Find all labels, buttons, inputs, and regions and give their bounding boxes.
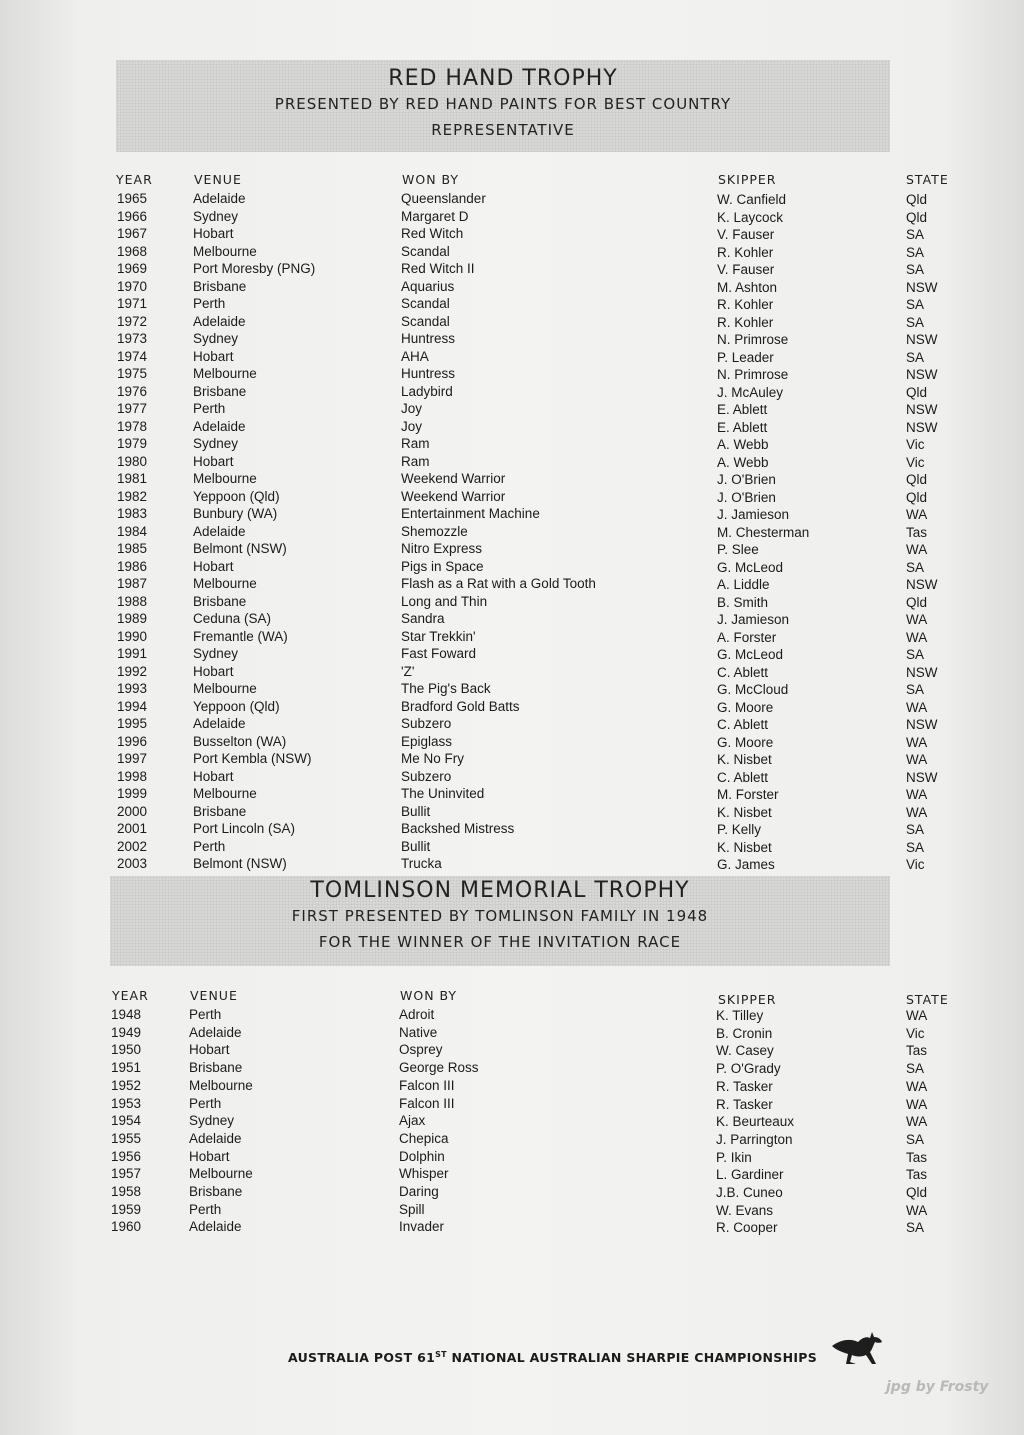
- cell-won-by: Margaret D: [401, 208, 469, 224]
- column-header-won-by: WON BY: [400, 988, 458, 1003]
- cell-won-by: 'Z': [401, 663, 415, 679]
- cell-year: 1981: [117, 471, 148, 486]
- cell-won-by: Falcon III: [399, 1095, 455, 1111]
- column-header-skipper: SKIPPER: [718, 172, 777, 187]
- cell-venue: Brisbane: [193, 278, 247, 294]
- cell-skipper: E. Ablett: [717, 402, 768, 417]
- cell-venue: Bunbury (WA): [193, 506, 278, 521]
- cell-year: 1976: [117, 383, 148, 399]
- cell-skipper: M. Ashton: [717, 279, 778, 295]
- cell-state: SA: [906, 839, 925, 855]
- cell-venue: Brisbane: [189, 1060, 243, 1076]
- red-hand-subtitle-line2: REPRESENTATIVE: [431, 121, 575, 139]
- cell-won-by: Adroit: [399, 1007, 435, 1022]
- cell-state: Qld: [906, 489, 928, 505]
- cell-skipper: V. Fauser: [717, 227, 775, 242]
- cell-venue: Fremantle (WA): [193, 628, 288, 644]
- cell-state: Vic: [906, 857, 925, 872]
- cell-venue: Sydney: [193, 208, 239, 224]
- column-header-state: STATE: [906, 992, 949, 1007]
- cell-skipper: G. Moore: [717, 699, 774, 715]
- cell-state: Tas: [906, 524, 928, 540]
- cell-year: 1993: [117, 681, 148, 696]
- cell-skipper: J. Jamieson: [717, 612, 790, 627]
- cell-venue: Sydney: [189, 1113, 235, 1129]
- cell-skipper: V. Fauser: [717, 262, 775, 277]
- cell-venue: Sydney: [193, 331, 239, 346]
- cell-skipper: R. Kohler: [717, 314, 774, 330]
- cell-venue: Ceduna (SA): [193, 611, 272, 626]
- cell-skipper: C. Ablett: [717, 769, 769, 785]
- cell-state: Qld: [906, 472, 928, 487]
- cell-state: SA: [906, 822, 925, 837]
- cell-state: SA: [906, 647, 925, 662]
- cell-state: Qld: [906, 209, 928, 225]
- column-header-year: YEAR: [112, 988, 149, 1003]
- cell-skipper: P. Slee: [717, 542, 759, 557]
- cell-venue: Belmont (NSW): [193, 541, 287, 556]
- cell-won-by: Sandra: [401, 611, 445, 626]
- cell-won-by: Epiglass: [401, 733, 453, 749]
- cell-won-by: Whisper: [399, 1166, 449, 1182]
- cell-venue: Brisbane: [193, 803, 247, 819]
- cell-won-by: Daring: [399, 1184, 439, 1199]
- cell-venue: Hobart: [189, 1042, 230, 1058]
- cell-venue: Melbourne: [189, 1077, 253, 1093]
- cell-won-by: Nitro Express: [401, 541, 483, 556]
- cell-skipper: K. Tilley: [716, 1008, 764, 1023]
- cell-year: 1990: [117, 628, 148, 644]
- cell-won-by: Ram: [401, 436, 430, 451]
- cell-won-by: The Pig's Back: [401, 681, 491, 696]
- cell-year: 1948: [111, 1007, 142, 1022]
- cell-won-by: Osprey: [399, 1042, 443, 1058]
- cell-won-by: Bradford Gold Batts: [401, 698, 520, 714]
- cell-skipper: K. Beurteaux: [716, 1114, 795, 1130]
- cell-state: NSW: [906, 769, 938, 785]
- cell-skipper: G. Moore: [717, 734, 774, 750]
- cell-won-by: Falcon III: [399, 1077, 455, 1093]
- cell-year: 1959: [111, 1201, 142, 1217]
- red-hand-trophy-banner: [116, 60, 890, 152]
- cell-venue: Melbourne: [193, 243, 257, 259]
- cell-venue: Adelaide: [189, 1219, 242, 1235]
- column-header-year: YEAR: [116, 172, 153, 187]
- cell-year: 1969: [117, 261, 148, 276]
- cell-skipper: P. Ikin: [716, 1149, 752, 1165]
- cell-won-by: Red Witch II: [401, 261, 475, 276]
- cell-won-by: Subzero: [401, 716, 452, 731]
- cell-year: 1992: [117, 663, 148, 679]
- footer-text-end: NATIONAL AUSTRALIAN SHARPIE CHAMPIONSHIPS: [446, 1350, 818, 1366]
- cell-won-by: Bullit: [401, 838, 431, 854]
- cell-year: 1977: [117, 401, 148, 416]
- cell-venue: Port Lincoln (SA): [193, 821, 296, 836]
- cell-venue: Adelaide: [193, 523, 246, 539]
- cell-state: WA: [906, 804, 928, 820]
- cell-skipper: P. Kelly: [717, 822, 762, 837]
- cell-venue: Busselton (WA): [193, 733, 287, 749]
- cell-state: Qld: [906, 1185, 928, 1200]
- cell-won-by: Chepica: [399, 1130, 449, 1146]
- cell-year: 1957: [111, 1166, 142, 1182]
- cell-state: NSW: [906, 717, 938, 732]
- cell-skipper: J. McAuley: [717, 384, 784, 400]
- cell-year: 1971: [117, 296, 148, 311]
- cell-year: 1966: [117, 208, 148, 224]
- cell-won-by: Joy: [401, 418, 423, 434]
- cell-skipper: R. Cooper: [716, 1220, 778, 1236]
- cell-year: 1986: [117, 558, 148, 574]
- cell-year: 1973: [117, 331, 148, 346]
- cell-skipper: K. Nisbet: [717, 804, 772, 820]
- cell-venue: Hobart: [193, 226, 234, 241]
- cell-venue: Adelaide: [193, 716, 246, 731]
- cell-venue: Sydney: [193, 436, 239, 451]
- cell-state: WA: [906, 507, 928, 522]
- cell-skipper: M. Chesterman: [717, 524, 810, 540]
- cell-skipper: J. Parrington: [716, 1131, 793, 1147]
- cell-skipper: J. O'Brien: [717, 472, 776, 487]
- cell-skipper: L. Gardiner: [716, 1167, 784, 1183]
- cell-skipper: J.B. Cuneo: [716, 1185, 783, 1200]
- cell-state: SA: [906, 262, 925, 277]
- cell-venue: Hobart: [193, 348, 234, 364]
- cell-venue: Yeppoon (Qld): [193, 488, 280, 504]
- kangaroo-icon: [826, 1328, 888, 1368]
- cell-skipper: J. O'Brien: [717, 489, 776, 505]
- cell-won-by: Me No Fry: [401, 751, 465, 766]
- cell-won-by: Ladybird: [401, 383, 453, 399]
- cell-state: SA: [906, 1220, 925, 1236]
- cell-year: 1956: [111, 1148, 142, 1164]
- cell-skipper: P. Leader: [717, 349, 774, 365]
- footer-text-start: AUSTRALIA POST 61: [288, 1350, 436, 1366]
- cell-year: 1980: [117, 453, 148, 469]
- cell-year: 1965: [117, 191, 148, 206]
- cell-venue: Hobart: [193, 768, 234, 784]
- cell-state: WA: [906, 542, 928, 557]
- cell-venue: Perth: [193, 296, 226, 311]
- cell-state: WA: [906, 1114, 928, 1130]
- cell-won-by: AHA: [401, 348, 429, 364]
- cell-venue: Perth: [189, 1007, 222, 1022]
- cell-venue: Adelaide: [193, 313, 246, 329]
- cell-state: WA: [906, 752, 928, 767]
- cell-state: WA: [906, 629, 928, 645]
- cell-state: Tas: [906, 1167, 928, 1183]
- cell-skipper: G. McLeod: [717, 559, 784, 575]
- red-hand-subtitle-line1: PRESENTED BY RED HAND PAINTS FOR BEST COUNTRY: [274, 95, 732, 113]
- cell-won-by: Joy: [401, 401, 423, 416]
- cell-venue: Perth: [189, 1201, 222, 1217]
- cell-year: 1978: [117, 418, 148, 434]
- cell-skipper: N. Primrose: [717, 367, 789, 382]
- cell-year: 1974: [117, 348, 148, 364]
- cell-won-by: The Uninvited: [401, 786, 485, 801]
- cell-won-by: Scandal: [401, 296, 450, 311]
- cell-venue: Yeppoon (Qld): [193, 698, 280, 714]
- cell-year: 1988: [117, 593, 148, 609]
- cell-state: WA: [906, 787, 928, 802]
- cell-state: SA: [906, 244, 925, 260]
- cell-skipper: R. Kohler: [717, 297, 774, 312]
- cell-year: 1949: [111, 1024, 142, 1040]
- cell-year: 1982: [117, 488, 148, 504]
- cell-won-by: Dolphin: [399, 1148, 445, 1164]
- cell-venue: Melbourne: [193, 576, 257, 591]
- column-header-venue: VENUE: [194, 172, 242, 187]
- cell-venue: Melbourne: [189, 1166, 253, 1182]
- cell-state: NSW: [906, 332, 938, 347]
- cell-year: 1953: [111, 1095, 142, 1111]
- championship-footer: [288, 1350, 817, 1365]
- cell-year: 1989: [117, 611, 148, 626]
- cell-venue: Hobart: [193, 558, 234, 574]
- cell-venue: Hobart: [193, 453, 234, 469]
- cell-venue: Melbourne: [193, 471, 257, 486]
- cell-year: 1979: [117, 436, 148, 451]
- cell-year: 1994: [117, 698, 148, 714]
- cell-skipper: C. Ablett: [717, 717, 769, 732]
- cell-venue: Sydney: [193, 646, 239, 661]
- cell-won-by: Queenslander: [401, 191, 486, 206]
- cell-skipper: A. Webb: [717, 454, 769, 470]
- column-header-venue: VENUE: [190, 988, 238, 1003]
- cell-state: Qld: [906, 594, 928, 610]
- cell-state: NSW: [906, 577, 938, 592]
- tomlinson-subtitle-line1: FIRST PRESENTED BY TOMLINSON FAMILY IN 1948: [291, 907, 709, 925]
- cell-won-by: Scandal: [401, 243, 450, 259]
- tomlinson-subtitle-line2: FOR THE WINNER OF THE INVITATION RACE: [318, 933, 682, 951]
- cell-state: WA: [906, 699, 928, 715]
- cell-state: SA: [906, 682, 925, 697]
- cell-skipper: W. Casey: [716, 1043, 774, 1059]
- cell-skipper: A. Liddle: [717, 577, 770, 592]
- cell-venue: Hobart: [193, 663, 234, 679]
- cell-venue: Brisbane: [189, 1184, 243, 1199]
- cell-won-by: Weekend Warrior: [401, 471, 506, 486]
- cell-skipper: M. Forster: [717, 787, 779, 802]
- cell-skipper: G. James: [717, 857, 775, 872]
- cell-skipper: W. Canfield: [717, 192, 787, 207]
- cell-won-by: Ram: [401, 453, 430, 469]
- cell-state: WA: [906, 1078, 928, 1094]
- cell-year: 1970: [117, 278, 148, 294]
- cell-year: 1995: [117, 716, 148, 731]
- cell-state: SA: [906, 1131, 925, 1147]
- cell-state: Vic: [906, 454, 925, 470]
- cell-skipper: G. McCloud: [717, 682, 789, 697]
- cell-venue: Melbourne: [193, 366, 257, 381]
- cell-venue: Adelaide: [189, 1130, 242, 1146]
- cell-state: SA: [906, 227, 925, 242]
- cell-state: WA: [906, 1202, 928, 1218]
- cell-state: SA: [906, 1061, 925, 1077]
- cell-skipper: W. Evans: [716, 1202, 774, 1218]
- cell-skipper: K. Nisbet: [717, 752, 772, 767]
- cell-skipper: E. Ablett: [717, 419, 768, 435]
- cell-state: NSW: [906, 279, 938, 295]
- cell-skipper: K. Nisbet: [717, 839, 772, 855]
- cell-venue: Hobart: [189, 1148, 230, 1164]
- cell-won-by: Huntress: [401, 331, 456, 346]
- tomlinson-trophy-banner: [110, 876, 890, 966]
- cell-won-by: Shemozzle: [401, 523, 468, 539]
- cell-year: 1985: [117, 541, 148, 556]
- photo-credit: jpg by Frosty: [886, 1379, 989, 1395]
- cell-year: 2000: [117, 803, 148, 819]
- cell-state: SA: [906, 349, 925, 365]
- cell-year: 1958: [111, 1184, 142, 1199]
- column-header-state: STATE: [906, 172, 949, 187]
- cell-state: NSW: [906, 367, 938, 382]
- cell-skipper: G. McLeod: [717, 647, 784, 662]
- cell-won-by: Bullit: [401, 803, 431, 819]
- cell-year: 1983: [117, 506, 148, 521]
- cell-skipper: J. Jamieson: [717, 507, 790, 522]
- cell-state: WA: [906, 612, 928, 627]
- cell-year: 1960: [111, 1219, 142, 1235]
- cell-venue: Melbourne: [193, 786, 257, 801]
- cell-won-by: Invader: [399, 1219, 445, 1235]
- cell-year: 2003: [117, 856, 148, 871]
- cell-venue: Brisbane: [193, 383, 247, 399]
- cell-venue: Adelaide: [189, 1024, 242, 1040]
- cell-state: Qld: [906, 192, 928, 207]
- cell-state: NSW: [906, 664, 938, 680]
- cell-state: NSW: [906, 419, 938, 435]
- cell-won-by: Flash as a Rat with a Gold Tooth: [401, 576, 596, 591]
- cell-venue: Port Kembla (NSW): [193, 751, 312, 766]
- cell-skipper: R. Tasker: [716, 1078, 773, 1094]
- cell-state: NSW: [906, 402, 938, 417]
- cell-won-by: Long and Thin: [401, 593, 488, 609]
- cell-state: SA: [906, 297, 925, 312]
- cell-skipper: C. Ablett: [717, 664, 769, 680]
- cell-year: 1975: [117, 366, 148, 381]
- cell-year: 1998: [117, 768, 148, 784]
- cell-skipper: N. Primrose: [717, 332, 789, 347]
- cell-venue: Belmont (NSW): [193, 856, 287, 871]
- cell-venue: Adelaide: [193, 191, 246, 206]
- cell-skipper: A. Webb: [717, 437, 769, 452]
- cell-year: 1987: [117, 576, 148, 591]
- cell-won-by: George Ross: [399, 1060, 479, 1076]
- cell-year: 1999: [117, 786, 148, 801]
- cell-skipper: P. O'Grady: [716, 1061, 781, 1077]
- cell-year: 1991: [117, 646, 148, 661]
- cell-venue: Melbourne: [193, 681, 257, 696]
- cell-state: Qld: [906, 384, 928, 400]
- cell-state: WA: [906, 1008, 928, 1023]
- cell-year: 1967: [117, 226, 148, 241]
- cell-skipper: B. Cronin: [716, 1025, 773, 1041]
- column-header-won-by: WON BY: [402, 172, 460, 187]
- cell-year: 1984: [117, 523, 148, 539]
- cell-won-by: Ajax: [399, 1113, 426, 1129]
- red-hand-trophy-title: RED HAND TROPHY: [388, 66, 618, 91]
- cell-year: 1972: [117, 313, 148, 329]
- cell-skipper: B. Smith: [717, 594, 769, 610]
- cell-won-by: Huntress: [401, 366, 456, 381]
- cell-state: Tas: [906, 1043, 928, 1059]
- cell-year: 1955: [111, 1130, 142, 1146]
- cell-year: 1950: [111, 1042, 142, 1058]
- column-header-skipper: SKIPPER: [718, 992, 777, 1007]
- cell-year: 1951: [111, 1060, 142, 1076]
- cell-year: 1968: [117, 243, 148, 259]
- cell-year: 1954: [111, 1113, 142, 1129]
- cell-won-by: Aquarius: [401, 278, 455, 294]
- cell-year: 1997: [117, 751, 148, 766]
- cell-state: Tas: [906, 1149, 928, 1165]
- cell-won-by: Spill: [399, 1201, 425, 1217]
- cell-venue: Brisbane: [193, 593, 247, 609]
- cell-venue: Port Moresby (PNG): [193, 261, 316, 276]
- cell-year: 2002: [117, 838, 148, 854]
- cell-won-by: Pigs in Space: [401, 558, 484, 574]
- cell-won-by: Scandal: [401, 313, 450, 329]
- cell-state: Vic: [906, 1025, 925, 1041]
- cell-state: SA: [906, 559, 925, 575]
- cell-won-by: Backshed Mistress: [401, 821, 515, 836]
- cell-venue: Perth: [193, 838, 226, 854]
- cell-skipper: R. Tasker: [716, 1096, 773, 1112]
- cell-venue: Perth: [193, 401, 226, 416]
- cell-won-by: Entertainment Machine: [401, 506, 540, 521]
- cell-year: 2001: [117, 821, 148, 836]
- cell-state: WA: [906, 1096, 928, 1112]
- cell-won-by: Fast Foward: [401, 646, 477, 661]
- cell-state: SA: [906, 314, 925, 330]
- cell-won-by: Red Witch: [401, 226, 464, 241]
- cell-venue: Adelaide: [193, 418, 246, 434]
- footer-ordinal: ST: [435, 1350, 447, 1359]
- cell-won-by: Subzero: [401, 768, 452, 784]
- cell-state: Vic: [906, 437, 925, 452]
- cell-won-by: Trucka: [401, 856, 442, 871]
- cell-state: WA: [906, 734, 928, 750]
- cell-skipper: A. Forster: [717, 629, 777, 645]
- cell-venue: Perth: [189, 1095, 222, 1111]
- cell-won-by: Star Trekkin': [401, 628, 476, 644]
- cell-skipper: K. Laycock: [717, 209, 784, 225]
- tomlinson-trophy-title: TOMLINSON MEMORIAL TROPHY: [310, 878, 690, 903]
- cell-won-by: Weekend Warrior: [401, 488, 506, 504]
- cell-year: 1996: [117, 733, 148, 749]
- cell-year: 1952: [111, 1077, 142, 1093]
- cell-skipper: R. Kohler: [717, 244, 774, 260]
- cell-won-by: Native: [399, 1024, 438, 1040]
